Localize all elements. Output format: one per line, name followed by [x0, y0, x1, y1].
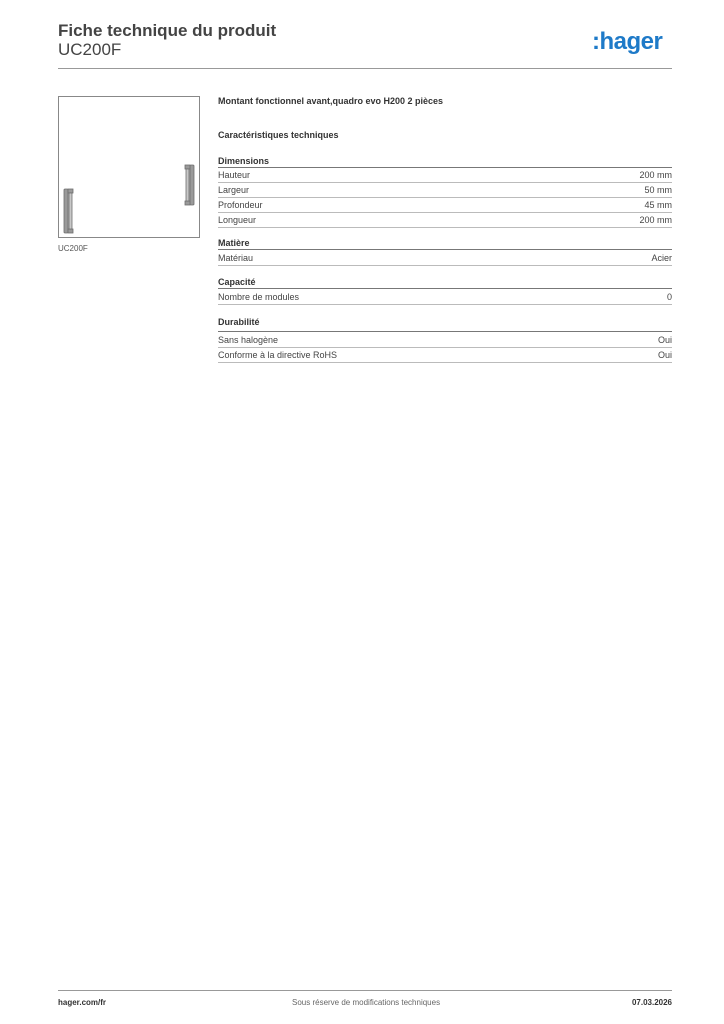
- product-description: Montant fonctionnel avant,quadro evo H200 2 pièces: [218, 96, 444, 106]
- group-title-capacite: Capacité: [218, 277, 256, 287]
- spec-value: 200 mm: [639, 170, 672, 180]
- spec-value: Acier: [651, 253, 672, 263]
- mounting-rails-illustration: [59, 97, 199, 237]
- group-title-matiere: Matière: [218, 238, 250, 248]
- spec-row-nombre-modules: [218, 290, 672, 305]
- footer-divider: [58, 990, 672, 991]
- spec-row-longueur: [218, 213, 672, 228]
- group-title-durabilite: Durabilité: [218, 317, 260, 327]
- spec-label: Nombre de modules: [218, 292, 300, 302]
- group-divider: [218, 249, 672, 250]
- spec-label: Matériau: [218, 253, 254, 263]
- spec-value: 45 mm: [644, 200, 672, 210]
- spec-value: 200 mm: [639, 215, 672, 225]
- footer-notice: Sous réserve de modifications techniques: [292, 998, 441, 1007]
- spec-row-hauteur: [218, 168, 672, 183]
- product-image: [58, 96, 200, 238]
- group-divider: [218, 288, 672, 289]
- logo-text: hager: [599, 28, 663, 55]
- group-divider: [218, 331, 672, 332]
- spec-value: 0: [666, 292, 672, 302]
- product-reference: UC200F: [58, 40, 122, 59]
- group-title-dimensions: Dimensions: [218, 156, 270, 166]
- spec-label: Sans halogène: [218, 335, 279, 345]
- spec-row-profondeur: [218, 198, 672, 213]
- specs-heading: Caractéristiques techniques: [218, 130, 339, 140]
- spec-value: 50 mm: [644, 185, 672, 195]
- spec-label: Largeur: [218, 185, 250, 195]
- footer-website-link[interactable]: hager.com/fr: [58, 998, 107, 1007]
- spec-label: Longueur: [218, 215, 257, 225]
- spec-value: Oui: [657, 350, 672, 360]
- logo-mark: :: [592, 28, 600, 55]
- spec-row-sans-halogene: [218, 333, 672, 348]
- hager-logo: [592, 28, 662, 56]
- footer-date: 07.03.2026: [631, 998, 672, 1007]
- spec-label: Profondeur: [218, 200, 263, 210]
- spec-row-materiau: [218, 251, 672, 266]
- spec-value: Oui: [657, 335, 672, 345]
- header-divider: [58, 68, 672, 69]
- spec-label: Hauteur: [218, 170, 251, 180]
- spec-row-rohs: [218, 348, 672, 363]
- spec-row-largeur: [218, 183, 672, 198]
- image-caption: UC200F: [58, 244, 88, 253]
- page-title: Fiche technique du produit: [58, 21, 277, 40]
- spec-label: Conforme à la directive RoHS: [218, 350, 338, 360]
